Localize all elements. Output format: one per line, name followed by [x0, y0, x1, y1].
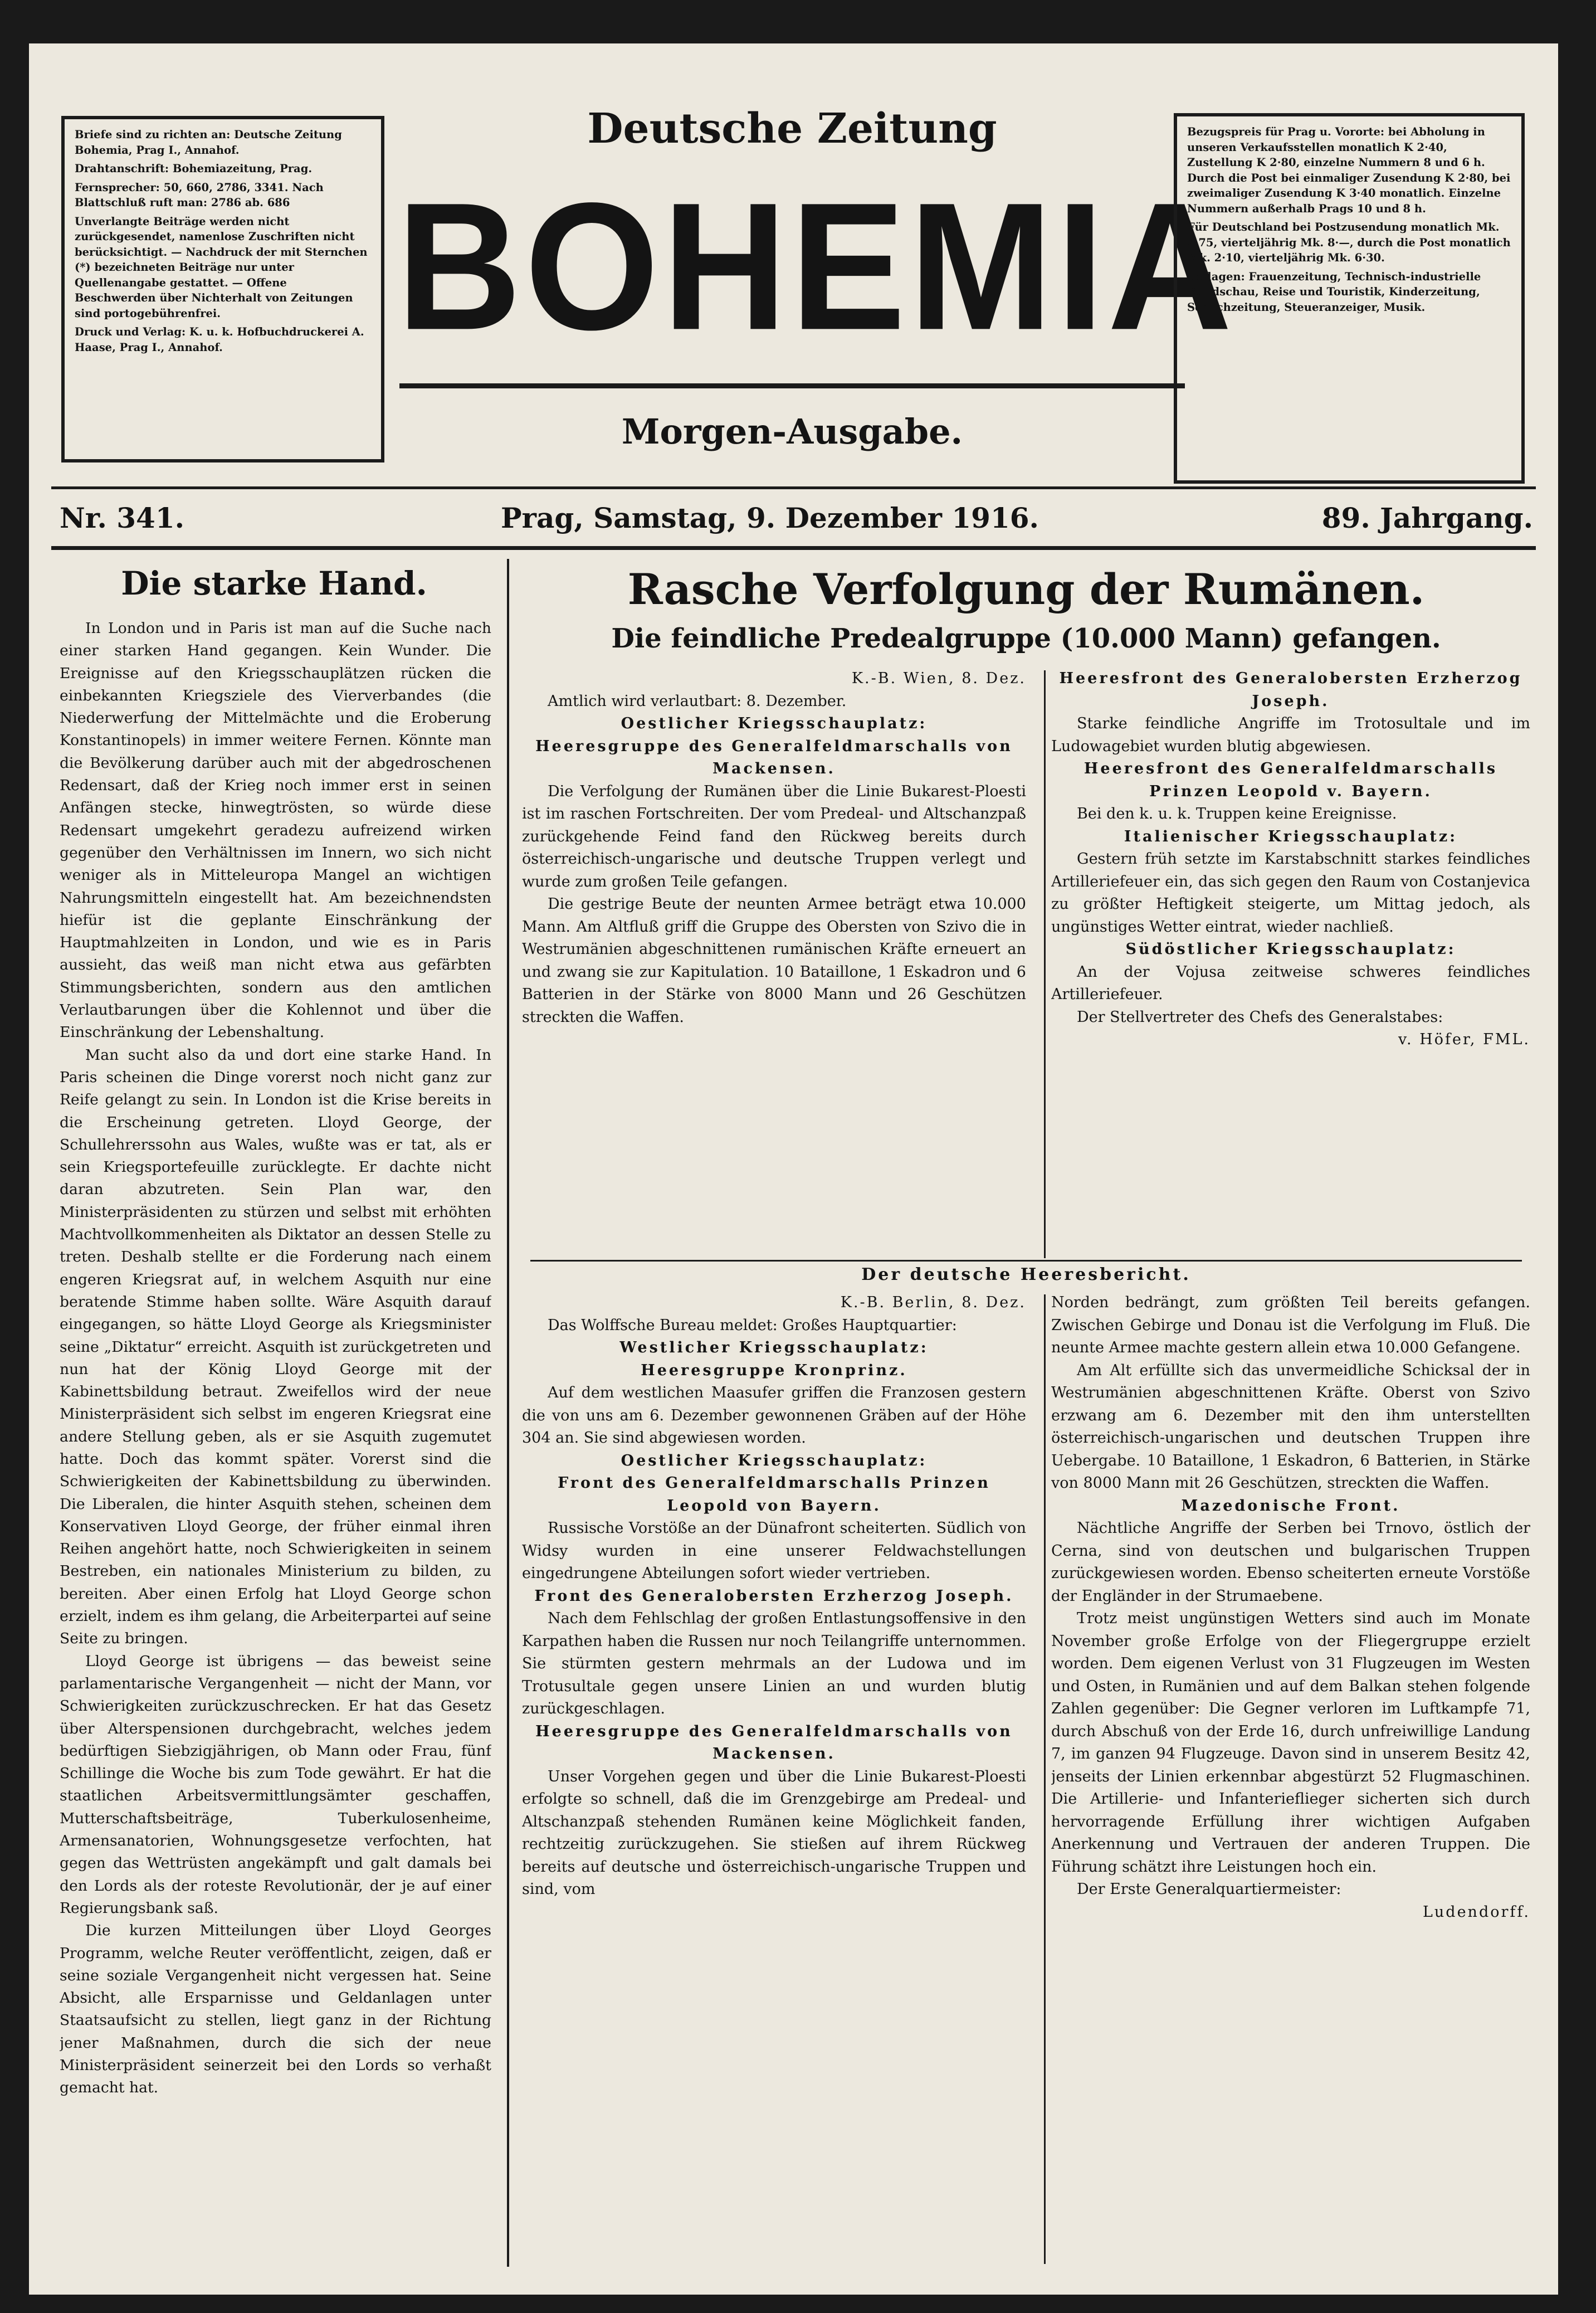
news-paragraph: Am Alt erfüllte sich das unvermeidliche Schicksal der in Westrumänien abgeschnittenen Kräfte. Oberst von Szivo erzwang am 6. Dezember mit den ihm unterstellten österreichisch-ungarischen und deutschen Truppen ihre Uebergabe. 10 Bataillone, 1 Eskadron, 6 Batterien, in Stärke von 8000 Mann mit 26 Geschützen, streckten die Waffen. [1051, 1361, 1530, 1492]
edition-label: Morgen-Ausgabe. [621, 411, 963, 452]
news-paragraph: Trotz meist ungünstigen Wetters sind auch im Monate November große Erfolge von der Fliegergruppe erzielt worden. Dem eigenen Verlust von 31 Flugzeugen im Westen und Osten, in Rumänien und auf dem Balkan stehen folgende Zahlen gegenüber: Die Gegner verloren im Luftkampfe 71, durch Abschuß von der Erde 16, durch unfreiwillige Landung 7, im ganzen 94 Flugzeuge. Davon sind in unserem Besitz 42, jenseits der Linien erkennbar abgestürzt 52 Flugmaschinen. Die Artillerie- und Infanterieflieger sicherten sich durch hervorragende Erfüllung ihrer wichtigen Aufgaben Anerkennung und Vertrauen der anderen Truppen. Die Führung schätzt ihre Leistungen hoch ein. [1051, 1610, 1530, 1876]
section-heading: Mazedonische Front. [1181, 1497, 1400, 1515]
news-column-c [522, 1292, 1026, 2261]
editorial-body [60, 617, 491, 2258]
news-paragraph: Russische Vorstöße an der Dünafront scheiterten. Südlich von Widsy wurden in eine unserer Feldwachstellungen eingedrungene Abteilungen sofort wieder vertrieben. [522, 1520, 1026, 1582]
section-heading: Front des Generalfeldmarschalls Prinzen Leopold von Bayern. [558, 1474, 990, 1515]
news-column-b [1051, 668, 1530, 1255]
news-paragraph: Nach dem Fehlschlag der großen Entlastungsoffensive in den Karpathen haben die Russen nur noch Teilangriffe unternommen. Sie stürmten gestern mehrmals an der Ludowa und im Trotusultale gegen unsere Linien an und wurden blutig zurückgeschlagen. [522, 1610, 1026, 1717]
news-paragraph: An der Vojusa zeitweise schweres feindliches Artilleriefeuer. [1051, 963, 1530, 1003]
editorial-paragraph: Lloyd George ist übrigens — das beweist seine parlamentarische Vergangenheit — nicht der Mann, vor Schwierigkeiten zurückzuschrecken. Er hat das Gesetz über Alterspensionen durchgebracht, welches jedem bedürftigen Siebzigjährigen, ob Mann oder Frau, fünf Schillinge die Woche bis zum Tode gewährt. Er hat die staatlichen Arbeitsvermittlungsämter geschaffen, Mutterschaftsbeiträge, Tuberkulosenheime, Armensanatorien, Wohnungsgesetze verfochten, hat gegen das Wettrüsten angekämpft und galt damals bei den Lords als der roteste Revolutionär, der je auf einer Regierungsbank saß. [60, 1652, 491, 1917]
news-subheadline: Die feindliche Predealgruppe (10.000 Mann) gefangen. [611, 623, 1441, 654]
news-paragraph: Der Stellvertreter des Chefs des Generalstabes: [1077, 1008, 1443, 1026]
news-column-d [1051, 1292, 1530, 2261]
news-paragraph: Die Verfolgung der Rumänen über die Linie Bukarest-Ploesti ist im raschen Fortschreiten. Der vom Predeal- und Altschanzpaß zurückgehende Feind fand den Rückweg bereits durch österreichisch-ungarische und deutsche Truppen verlegt und wurde zum großen Teile gefangen. [522, 782, 1026, 890]
masthead-title: BOHEMIA [397, 164, 1236, 368]
section-heading: Heeresfront des Generalfeldmarschalls Prinzen Leopold v. Bayern. [1083, 760, 1498, 800]
section-heading: Italienischer Kriegsschauplatz: [1124, 827, 1458, 845]
masthead-subtitle: Deutsche Zeitung [587, 105, 997, 153]
column-rule-1 [507, 559, 509, 2267]
masthead-info-box-right [1174, 113, 1525, 484]
news-paragraph: Gestern früh setzte im Karstabschnitt starkes feindliches Artilleriefeuer ein, das sich gegen den Raum von Costanjevica zu größter Heftigkeit steigerte, um Mittag jedoch, als ungünstiges Wetter eintrat, wieder nachließ. [1051, 850, 1530, 936]
news-paragraph: Die gestrige Beute der neunten Armee beträgt etwa 10.000 Mann. Am Altfluß griff die Gruppe des Obersten von Szivo die in Westrumänien abgeschnittenen rumänischen Kräfte erneuert an und zwang sie zur Kapitulation. 10 Bataillone, 1 Eskadron und 6 Batterien in der Stärke von 8000 Mann und 26 Geschützen streckten die Waffen. [522, 895, 1026, 1026]
section-heading: Westlicher Kriegsschauplatz: [619, 1339, 929, 1356]
section-heading: Heeresfront des Generalobersten Erzherzog Joseph. [1059, 670, 1522, 710]
editorial-title: Die starke Hand. [121, 564, 427, 602]
news-paragraph: Starke feindliche Angriffe im Trotosultale und im Ludowagebiet wurden blutig abgewiesen. [1051, 715, 1530, 755]
masthead-rule [399, 383, 1185, 388]
editorial-paragraph: In London und in Paris ist man auf die Suche nach einer starken Hand gegangen. Kein Wunder. Die Ereignisse auf den Kriegsschauplätzen rücken die einbekannten Kriegsziele des Vierverbandes (die Niederwerfung der Mittelmächte und die Eroberung Konstantinopels) in immer weitere Fernen. Könnte man die Bevölkerung darüber auch mit der abgedroschenen Redensart, daß der Krieg noch immer erst in seinen Anfängen stecke, hinwegtrösten, so würde diese Redensart umgekehrt geradezu aufreizend wirken gegenüber den Verhältnissen im Innern, wo sich nicht weniger als in Mitteleuropa Mangel an wichtigen Nahrungsmitteln eingestellt hat. Am bezeichnendsten hiefür ist die geplante Einschränkung der Hauptmahlzeiten in London, und wie es in Paris aussieht, das weiß man nicht etwa aus gefärbten Stimmungsberichten, sondern aus den amtlichen Verlautbarungen über die Kohlennot und über die Einschränkung der Lebenshaltung. [60, 620, 491, 1041]
byline: K.-B. Wien, 8. Dez. [851, 670, 1026, 687]
volume-number: 89. Jahrgang. [1321, 501, 1533, 534]
info-box-paragraph: Briefe sind zu richten an: Deutsche Zeitung Bohemia, Prag I., Annahof. [75, 128, 342, 157]
news-paragraph: Norden bedrängt, zum größten Teil bereits gefangen. Zwischen Gebirge und Donau ist die Verfolgung im Fluß. Die neunte Armee machte gestern allein etwa 10.000 Gefangene. [1051, 1294, 1530, 1356]
news-paragraph: Bei den k. u. k. Truppen keine Ereignisse. [1077, 805, 1397, 822]
news-headline: Rasche Verfolgung der Rumänen. [627, 564, 1425, 614]
news-paragraph: Nächtliche Angriffe der Serben bei Trnovo, östlich der Cerna, sind von deutschen und bulgarischen Truppen zurückgewiesen worden. Ebenso scheiterten erneute Vorstöße der Engländer in der Strumaebene. [1051, 1520, 1530, 1605]
info-box-paragraph: Unverlangte Beiträge werden nicht zurückgesendet, namenlose Zuschriften nicht berücksichtigt. — Nachdruck der mit Sternchen (*) bezeichneten Beiträge nur unter Quellenangabe gestattet. — Offene Beschwerden über Nichterhalt von Zeitungen sind portogebührenfrei. [75, 215, 368, 320]
editorial-paragraph: Man sucht also da und dort eine starke Hand. In Paris scheinen die Dinge vorerst noch nicht ganz zur Reife gelangt zu sein. In London ist die Krise bereits in die Erscheinung getreten. Lloyd George, der Schullehrerssohn aus Wales, wußte was er tat, als er sein Kriegsportefeuille zurücklegte. Er dachte nicht daran abzutreten. Sein Plan war, den Ministerpräsidenten zu stürzen und selbst mit erhöhten Machtvollkommenheiten als Diktator an dessen Stelle zu treten. Deshalb stellte er die Forderung nach einem engeren Kriegsrat auf, in welchem Asquith nur eine beratende Stimme haben sollte. Wäre Asquith darauf eingegangen, so hätte Lloyd George als Kriegsminister seine „Diktatur“ erreicht. Asquith ist zurückgetreten und nun hat der König Lloyd George mit der Kabinettsbildung betraut. Zweifellos wird der neue Ministerpräsident sich selbst im engeren Kriegsrat eine andere Stellung geben, als er sie Asquith zugemutet hatte. Doch das kommt später. Vorerst sind die Schwierigkeiten der Kabinettsbildung zu überwinden. Die Liberalen, die hinter Asquith stehen, scheinen dem Konservativen Lloyd George, der früher einmal ihren Reihen angehört hatte, noch Schwierigkeiten in seinem Bestreben, ein nationales Ministerium zu bilden, zu bereiten. Aber einen Erfolg hat Lloyd George schon erzielt, indem es ihm gelang, die Arbeiterpartei auf seine Seite zu bringen. [60, 1046, 491, 1648]
issue-number: Nr. 341. [60, 501, 185, 534]
info-box-paragraph: Für Deutschland bei Postzusendung monatlich Mk. 2·75, vierteljährig Mk. 8·—, durch die Post monatlich Mk. 2·10, vierteljährig Mk. 6·30. [1187, 221, 1511, 264]
byline: v. Höfer, FML. [1398, 1031, 1530, 1048]
news-paragraph: Das Wolffsche Bureau meldet: Großes Hauptquartier: [548, 1316, 957, 1334]
issue-date: Prag, Samstag, 9. Dezember 1916. [501, 501, 1039, 534]
dateline-rule-top [51, 486, 1536, 489]
section-heading: Oestlicher Kriegsschauplatz: [621, 715, 928, 732]
news-paragraph: Unser Vorgehen gegen und über die Linie Bukarest-Ploesti erfolgte so schnell, daß die im Grenzgebirge am Predeal- und Altschanzpaß stehenden Rumänen keine Möglichkeit fanden, rechtzeitig zurückzugehen. Sie stießen auf ihrem Rückweg bereits auf deutsche und österreichisch-ungarische Truppen und sind, vom [522, 1767, 1026, 1898]
info-box-paragraph: Beilagen: Frauenzeitung, Technisch-industrielle Rundschau, Reise und Touristik, Kinderzeitung, Schachzeitung, Steueranzeiger, Musik. [1187, 270, 1481, 314]
info-box-paragraph: Bezugspreis für Prag u. Vororte: bei Abholung in unseren Verkaufsstellen monatlich K 2·40, Zustellung K 2·80, einzelne Nummern 8 und 6 h. Durch die Post bei einmaliger Zusendung K 2·80, bei zweimaliger Zusendung K 3·40 monatlich. Einzelne Nummern außerhalb Prags 10 und 8 h. [1187, 125, 1511, 215]
info-box-paragraph: Drahtanschrift: Bohemiazeitung, Prag. [75, 162, 313, 175]
news-column-a [522, 668, 1026, 1253]
column-rule-3 [1044, 1294, 1046, 2264]
column-rule-2 [1044, 670, 1046, 1258]
byline: K.-B. Berlin, 8. Dez. [840, 1294, 1026, 1311]
news-paragraph: Auf dem westlichen Maasufer griffen die Franzosen gestern die von uns am 6. Dezember gewonnenen Gräben auf der Höhe 304 an. Sie sind abgewiesen worden. [522, 1384, 1026, 1447]
info-box-paragraph: Druck und Verlag: K. u. k. Hofbuchdruckerei A. Haase, Prag I., Annahof. [75, 325, 364, 354]
masthead-info-box-left [61, 116, 384, 462]
section-heading: Südöstlicher Kriegsschauplatz: [1125, 941, 1456, 958]
german-report-heading: Der deutsche Heeresbericht. [861, 1265, 1191, 1284]
info-box-paragraph: Fernsprecher: 50, 660, 2786, 3341. Nach Blattschluß ruft man: 2786 ab. 686 [75, 181, 324, 209]
section-heading: Front des Generalobersten Erzherzog Joseph. [534, 1587, 1014, 1605]
news-paragraph: Amtlich wird verlautbart: 8. Dezember. [548, 692, 847, 710]
section-heading: Heeresgruppe Kronprinz. [641, 1361, 907, 1379]
section-heading: Heeresgruppe des Generalfeldmarschalls von Mackensen. [535, 1722, 1013, 1762]
news-paragraph: Der Erste Generalquartiermeister: [1077, 1881, 1341, 1898]
section-heading: Heeresgruppe des Generalfeldmarschalls von Mackensen. [535, 737, 1013, 777]
section-heading: Oestlicher Kriegsschauplatz: [621, 1452, 928, 1469]
dateline-rule-bottom [51, 546, 1536, 550]
section-rule [530, 1260, 1522, 1262]
byline: Ludendorff. [1422, 1903, 1530, 1921]
newspaper-page [29, 43, 1558, 2295]
editorial-paragraph: Die kurzen Mitteilungen über Lloyd Georges Programm, welche Reuter veröffentlicht, zeigen, daß er seine soziale Vergangenheit nicht vergessen hat. Seine Absicht, alle Ersparnisse und Geldanlagen unter Staatsaufsicht zu stellen, liegt ganz in der Richtung jener Maßnahmen, durch die sich der neue Ministerpräsident seinerzeit bei den Lords so verhaßt gemacht hat. [60, 1922, 491, 2097]
